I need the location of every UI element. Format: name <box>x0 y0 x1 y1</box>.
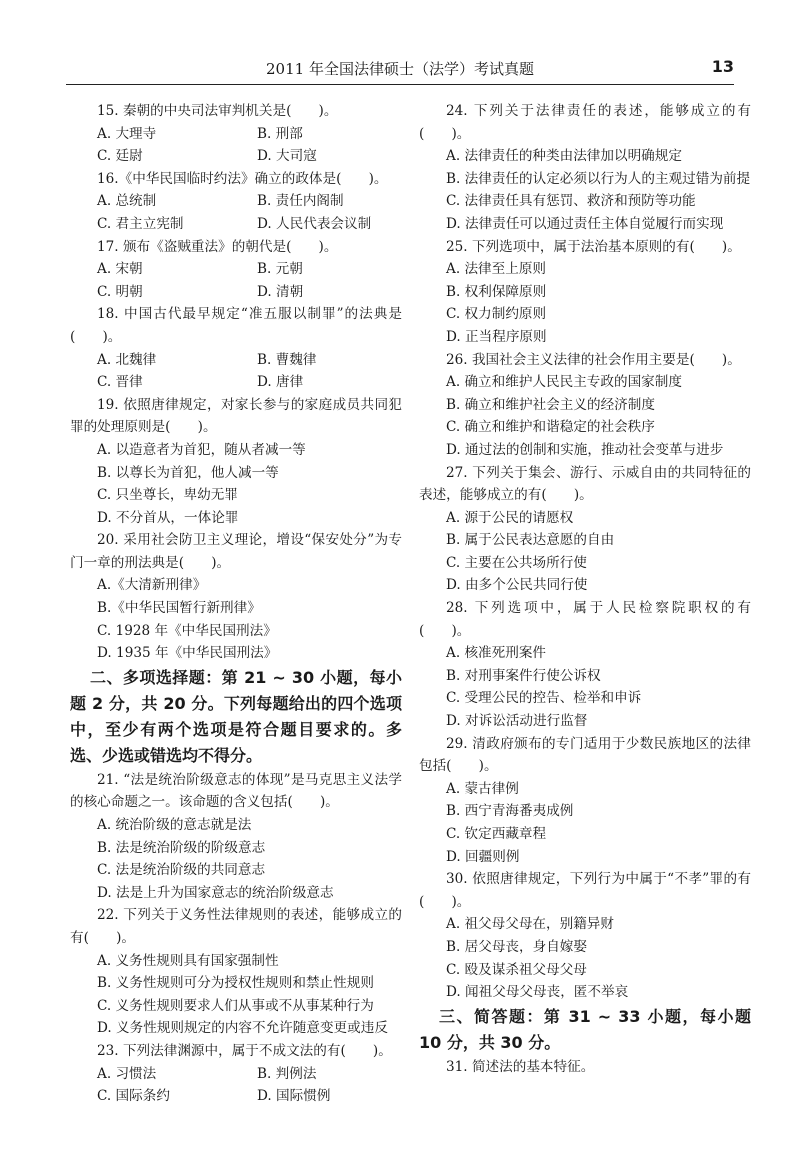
option: C. 义务性规则要求人们从事或不从事某种行为 <box>97 997 374 1014</box>
question-16: 16.《中华民国临时约法》确立的政体是( )。 <box>97 170 388 187</box>
option: C. 确立和维护和谐稳定的社会秩序 <box>446 419 655 436</box>
option: A. 习惯法 <box>97 1065 157 1082</box>
section-heading-multiple-choice: 二、多项选择题：第 21 ~ 30 小题，每小题 2 分，共 20 分。下列每题给出的四个选项中，至少有两个选项是符合题目要求的。多选、少选或错选均不得分。 <box>70 667 402 765</box>
option: D. 由多个公民共同行使 <box>446 577 588 594</box>
header-title: 2011 年全国法律硕士（法学）考试真题 <box>266 60 534 78</box>
question-21: 21. “法是统治阶级意志的体现”是马克思主义法学的核心命题之一。该命题的含义包括( )。 <box>70 771 402 811</box>
option: B. 属于公民表达意愿的自由 <box>446 532 615 549</box>
option: A. 祖父母父母在，别籍异财 <box>446 916 614 933</box>
option: C. 法律责任具有惩罚、救济和预防等功能 <box>446 193 696 210</box>
option: A. 宋朝 <box>97 261 143 278</box>
option: D. 正当程序原则 <box>446 328 547 345</box>
option: D. 不分首从，一体论罪 <box>97 509 239 526</box>
option: C. 君主立宪制 <box>97 215 184 232</box>
option: D. 法是上升为国家意志的统治阶级意志 <box>97 884 334 901</box>
question-17-options <box>70 258 402 281</box>
option: C. 法是统治阶级的共同意志 <box>97 862 266 879</box>
option: A. 大理寺 <box>97 125 157 142</box>
question-24: 24. 下列关于法律责任的表述，能够成立的有( )。 <box>419 103 751 142</box>
option: A. 法律责任的种类由法律加以明确规定 <box>446 148 682 165</box>
option: D. 对诉讼活动进行监督 <box>446 713 588 730</box>
question-18-options-2 <box>70 371 402 394</box>
option: A. 北魏律 <box>97 351 157 368</box>
question-17-options-2 <box>70 281 402 304</box>
option: C. 国际条约 <box>97 1088 170 1105</box>
option: A. 统治阶级的意志就是法 <box>97 817 252 834</box>
question-23-options <box>70 1063 402 1086</box>
question-17: 17. 颁布《盗贼重法》的朝代是( )。 <box>97 238 338 255</box>
option: C. 明朝 <box>97 283 143 300</box>
option: B. 居父母丧，身自嫁娶 <box>446 938 587 955</box>
option: B. 曹魏律 <box>257 351 317 368</box>
option: B. 责任内阁制 <box>257 193 344 210</box>
option: D. 1935 年《中华民国刑法》 <box>97 645 278 662</box>
question-22: 22. 下列关于义务性法律规则的表述，能够成立的有( )。 <box>70 907 402 946</box>
option: D. 法律责任可以通过责任主体自觉履行而实现 <box>446 215 724 232</box>
page-number: 13 <box>711 57 734 76</box>
question-29: 29. 清政府颁布的专门适用于少数民族地区的法律包括( )。 <box>419 735 751 775</box>
option: A. 确立和维护人民民主专政的国家制度 <box>446 374 682 391</box>
option: C. 1928 年《中华民国刑法》 <box>97 622 277 639</box>
option: D. 闻祖父母父母丧，匿不举哀 <box>446 984 629 1001</box>
question-25: 25. 下列选项中，属于法治基本原则的有( )。 <box>446 238 741 255</box>
option: B. 元朝 <box>257 261 303 278</box>
option: B. 确立和维护社会主义的经济制度 <box>446 396 655 413</box>
option: A. 源于公民的请愿权 <box>446 509 574 526</box>
option: A. 义务性规则具有国家强制性 <box>97 952 279 969</box>
question-15-options-2 <box>70 145 402 168</box>
option: B. 对刑事案件行使公诉权 <box>446 667 601 684</box>
option: B. 法律责任的认定必须以行为人的主观过错为前提 <box>446 170 751 187</box>
option: B. 以尊长为首犯，他人减一等 <box>97 464 279 481</box>
option: D. 义务性规则规定的内容不允许随意变更或违反 <box>97 1020 388 1037</box>
option: C. 殴及谋杀祖父母父母 <box>446 961 587 978</box>
option: C. 晋律 <box>97 374 143 391</box>
question-26: 26. 我国社会主义法律的社会作用主要是( )。 <box>446 351 741 368</box>
option: A. 核准死刑案件 <box>446 645 547 662</box>
option: D. 通过法的创制和实施，推动社会变革与进步 <box>446 441 724 458</box>
question-16-options <box>70 190 402 213</box>
option: B.《中华民国暂行新刑律》 <box>97 600 261 617</box>
question-16-options-2 <box>70 213 402 236</box>
question-23-options-2 <box>70 1085 402 1108</box>
left-column <box>70 100 402 1108</box>
question-30: 30. 依照唐律规定，下列行为中属于“不孝”罪的有( )。 <box>419 871 751 910</box>
option: A.《大清新刑律》 <box>97 577 207 594</box>
question-18: 18. 中国古代最早规定“准五服以制罪”的法典是( )。 <box>70 306 402 345</box>
option: B. 西宁青海番夷成例 <box>446 803 574 820</box>
question-23: 23. 下列法律渊源中，属于不成文法的有( )。 <box>97 1042 392 1059</box>
question-27: 27. 下列关于集会、游行、示威自由的共同特征的表述，能够成立的有( )。 <box>419 464 751 504</box>
question-20: 20. 采用社会防卫主义理论，增设“保安处分”为专门一章的刑法典是( )。 <box>70 532 402 571</box>
question-28: 28. 下列选项中，属于人民检察院职权的有( )。 <box>419 600 751 639</box>
option: C. 主要在公共场所行使 <box>446 554 587 571</box>
option: B. 法是统治阶级的阶级意志 <box>97 839 266 856</box>
option: A. 蒙古律例 <box>446 780 519 797</box>
question-31: 31. 简述法的基本特征。 <box>446 1058 595 1075</box>
option: D. 清朝 <box>257 283 304 300</box>
option: A. 总统制 <box>97 193 157 210</box>
option: D. 大司寇 <box>257 148 317 165</box>
option: B. 刑部 <box>257 125 303 142</box>
option: A. 以造意者为首犯，随从者减一等 <box>97 441 306 458</box>
option: B. 判例法 <box>257 1065 317 1082</box>
option: D. 国际惯例 <box>257 1088 331 1105</box>
option: C. 受理公民的控告、检举和申诉 <box>446 690 642 707</box>
section-heading-short-answer: 三、简答题：第 31 ~ 33 小题，每小题 10 分，共 30 分。 <box>419 1006 751 1052</box>
question-18-options <box>70 349 402 372</box>
page-header <box>66 56 734 85</box>
option: B. 义务性规则可分为授权性规则和禁止性规则 <box>97 975 374 992</box>
question-15: 15. 秦朝的中央司法审判机关是( )。 <box>97 103 338 119</box>
option: B. 权利保障原则 <box>446 283 547 300</box>
option: D. 人民代表会议制 <box>257 215 372 232</box>
option: C. 钦定西藏章程 <box>446 826 547 842</box>
option: C. 只坐尊长，卑幼无罪 <box>97 487 238 504</box>
option: A. 法律至上原则 <box>446 261 547 278</box>
right-column <box>419 100 751 1078</box>
question-19: 19. 依照唐律规定，对家长参与的家庭成员共同犯罪的处理原则是( )。 <box>70 396 402 436</box>
option: D. 回疆则例 <box>446 848 520 865</box>
option: C. 权力制约原则 <box>446 306 547 323</box>
question-15-options <box>70 123 402 146</box>
option: D. 唐律 <box>257 374 304 391</box>
option: C. 廷尉 <box>97 148 143 165</box>
